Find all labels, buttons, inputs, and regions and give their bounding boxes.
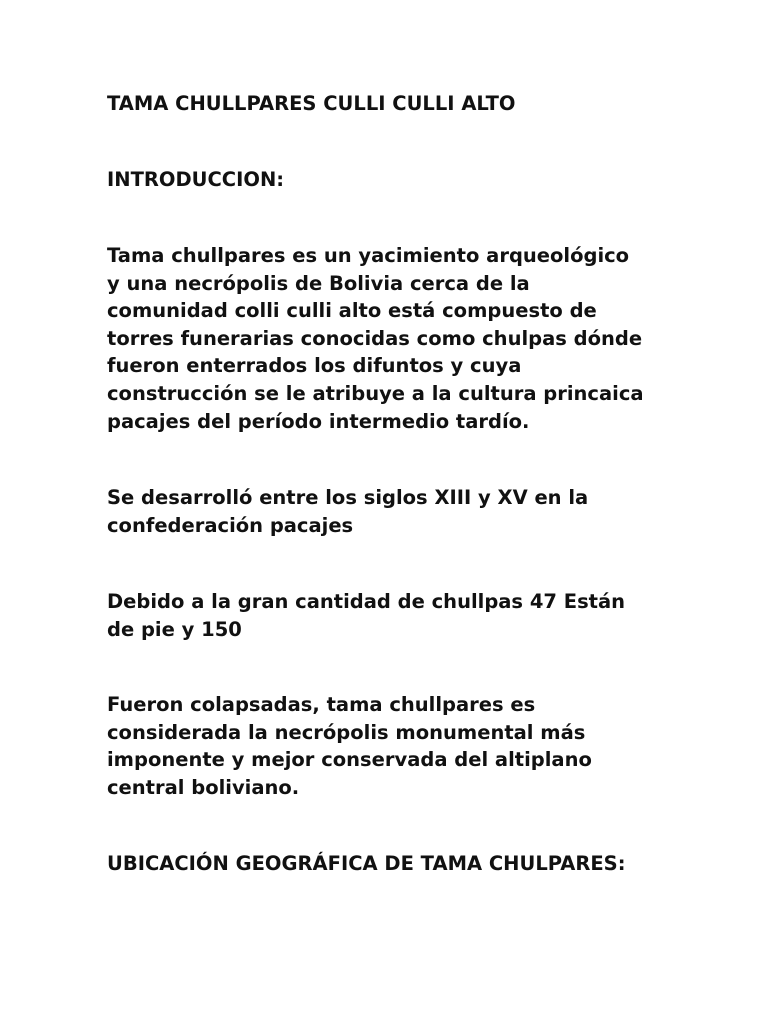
paragraph-1-line: pacajes del período intermedio tardío. <box>107 409 530 433</box>
document-title: TAMA CHULLPARES CULLI CULLI ALTO <box>107 92 516 115</box>
paragraph-1-line: construcción se le atribuye a la cultura princaica <box>107 381 644 405</box>
paragraph-1-line: torres funerarias conocidas como chulpas dónde <box>107 326 643 350</box>
paragraph-1-line: comunidad colli culli alto está compuesto de <box>107 299 597 323</box>
paragraph-2-line: Se desarrolló entre los siglos XIII y XV en la <box>107 486 589 509</box>
paragraph-1-line: y una necrópolis de Bolivia cerca de la <box>107 271 530 295</box>
paragraph-3-line: Debido a la gran cantidad de chullpas 47 Están <box>107 590 626 613</box>
paragraph-4-line: central boliviano. <box>107 775 300 799</box>
paragraph-1-line: Tama chullpares es un yacimiento arqueológico <box>107 244 630 267</box>
location-heading: UBICACIÓN GEOGRÁFICA DE TAMA CHULPARES: <box>107 852 626 875</box>
paragraph-3 <box>107 588 625 643</box>
paragraph-1-line: fueron enterrados los difuntos y cuya <box>107 354 522 378</box>
intro-heading: INTRODUCCION: <box>107 168 285 191</box>
paragraph-3-line: de pie y 150 <box>107 617 242 641</box>
paragraph-2-line: confederación pacajes <box>107 513 354 537</box>
paragraph-4-line: Fueron colapsadas, tama chullpares es <box>107 693 536 716</box>
paragraph-2 <box>107 484 588 539</box>
paragraph-1 <box>107 242 644 435</box>
paragraph-4-line: imponente y mejor conservada del altiplano <box>107 748 592 772</box>
paragraph-4 <box>107 691 592 801</box>
paragraph-4-line: considerada la necrópolis monumental más <box>107 720 586 744</box>
